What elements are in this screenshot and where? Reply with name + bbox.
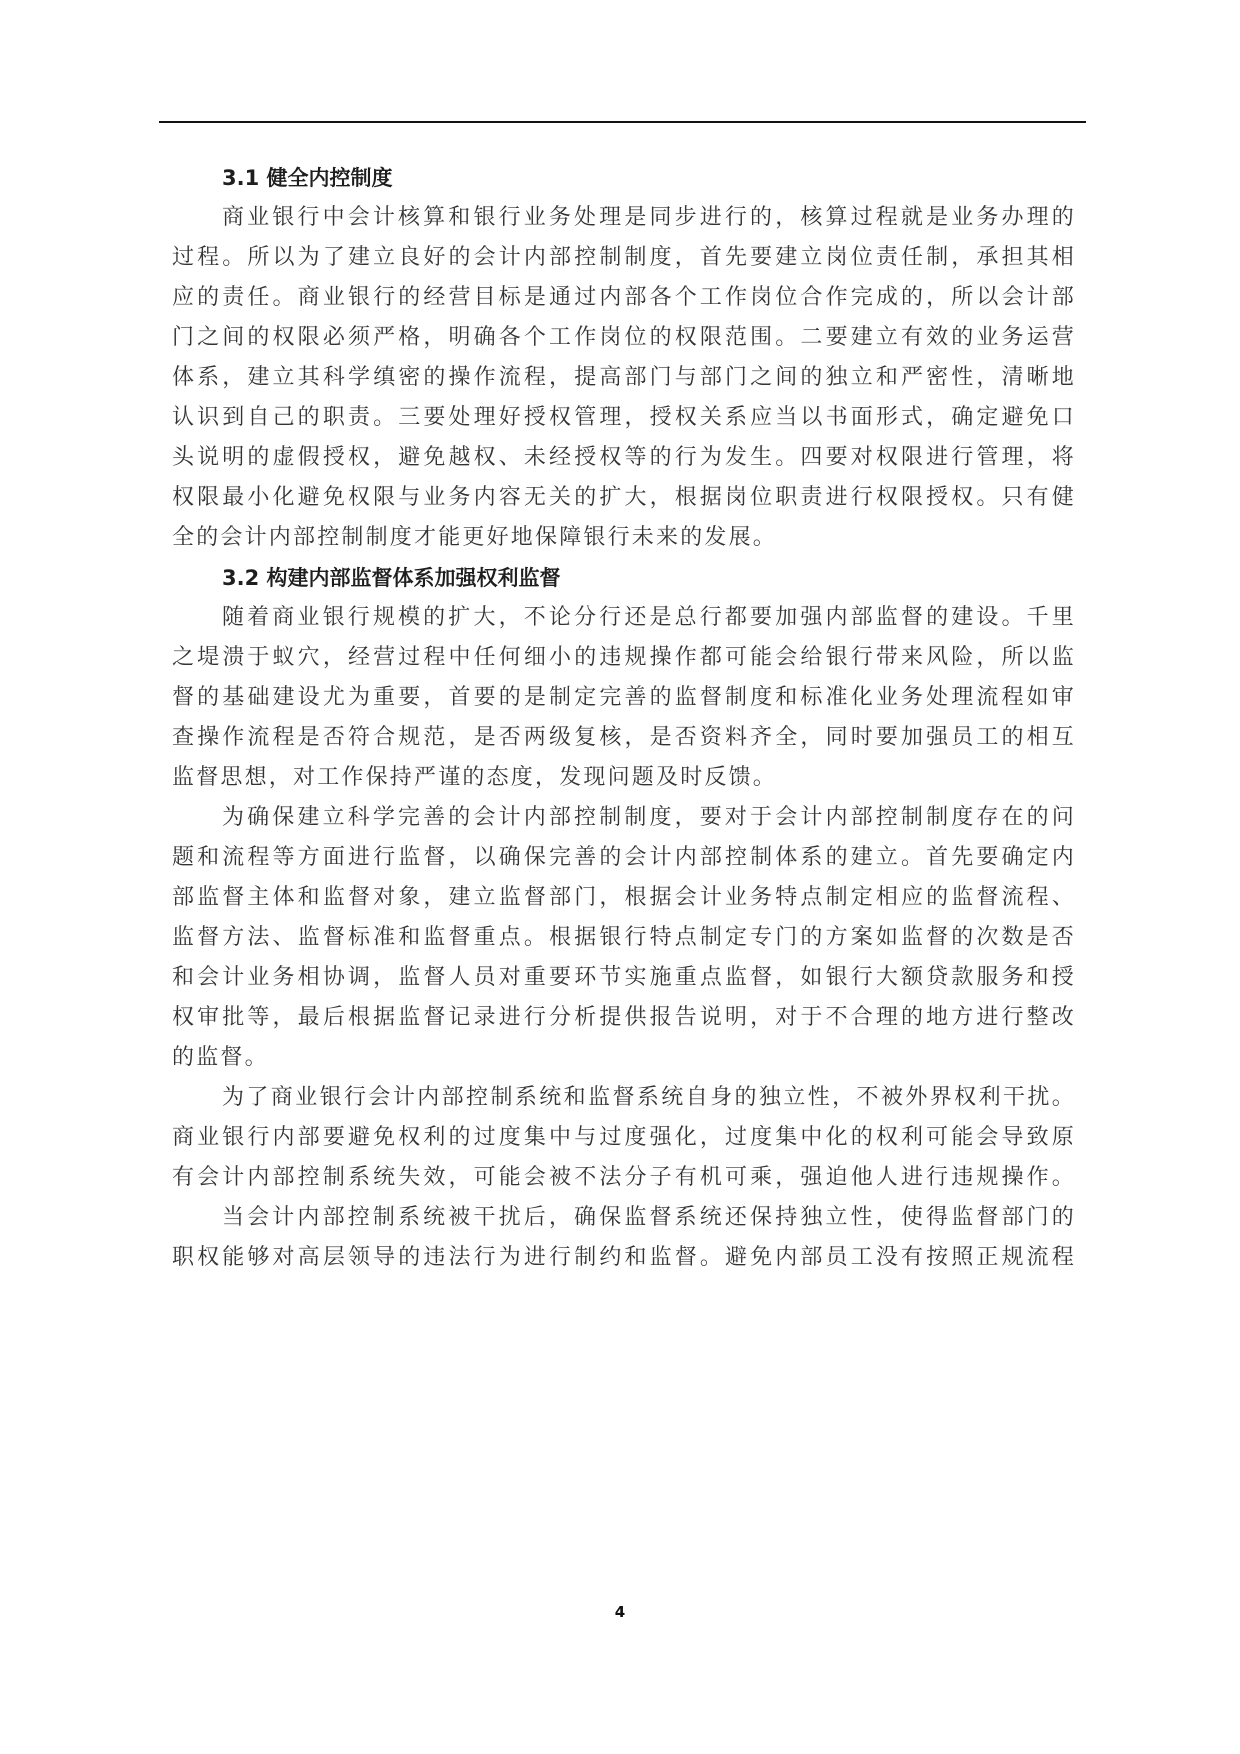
text-line: 体系，建立其科学缜密的操作流程，提高部门与部门之间的独立和严密性，清晰地 [172,365,1076,390]
text-line: 应的责任。商业银行的经营目标是通过内部各个工作岗位合作完成的，所以会计部 [172,285,1076,310]
paragraph [172,598,1076,798]
page-number: 4 [614,1603,626,1621]
text-line: 职权能够对高层领导的违法行为进行制约和监督。避免内部员工没有按照正规流程 [172,1245,1076,1270]
paragraph [172,1198,1076,1278]
paragraph [172,198,1076,558]
text-line: 权限最小化避免权限与业务内容无关的扩大，根据岗位职责进行权限授权。只有健 [172,485,1076,510]
text-line: 门之间的权限必须严格，明确各个工作岗位的权限范围。二要建立有效的业务运营 [172,325,1076,350]
text-line: 商业银行内部要避免权利的过度集中与过度强化，过度集中化的权利可能会导致原 [172,1125,1076,1150]
text-line: 之堤溃于蚁穴，经营过程中任何细小的违规操作都可能会给银行带来风险，所以监 [172,645,1076,670]
section-heading-3-1: 3.1 健全内控制度 [222,166,393,190]
text-line: 为了商业银行会计内部控制系统和监督系统自身的独立性，不被外界权利干扰。 [222,1085,1076,1110]
text-line: 题和流程等方面进行监督，以确保完善的会计内部控制体系的建立。首先要确定内 [172,845,1076,870]
text-line: 过程。所以为了建立良好的会计内部控制制度，首先要建立岗位责任制，承担其相 [172,245,1076,270]
text-line: 和会计业务相协调，监督人员对重要环节实施重点监督，如银行大额贷款服务和授 [172,965,1076,990]
text-line: 的监督。 [172,1045,269,1070]
text-line: 全的会计内部控制制度才能更好地保障银行未来的发展。 [172,525,778,550]
text-line: 部监督主体和监督对象，建立监督部门，根据会计业务特点制定相应的监督流程、 [172,885,1076,910]
text-line: 随着商业银行规模的扩大，不论分行还是总行都要加强内部监督的建设。千里 [222,605,1076,630]
text-line: 监督方法、监督标准和监督重点。根据银行特点制定专门的方案如监督的次数是否 [172,925,1076,950]
text-line: 认识到自己的职责。三要处理好授权管理，授权关系应当以书面形式，确定避免口 [172,405,1076,430]
header-rule [159,121,1086,123]
section-heading-3-2: 3.2 构建内部监督体系加强权利监督 [222,566,561,590]
page-content [172,158,1076,1278]
text-line: 为确保建立科学完善的会计内部控制制度，要对于会计内部控制制度存在的问 [222,805,1076,830]
paragraph [172,798,1076,1078]
text-line: 监督思想，对工作保持严谨的态度，发现问题及时反馈。 [172,765,778,790]
text-line: 权审批等，最后根据监督记录进行分析提供报告说明，对于不合理的地方进行整改 [172,1005,1076,1030]
text-line: 商业银行中会计核算和银行业务处理是同步进行的，核算过程就是业务办理的 [222,205,1076,230]
text-line: 有会计内部控制系统失效，可能会被不法分子有机可乘，强迫他人进行违规操作。 [172,1165,1076,1190]
text-line: 头说明的虚假授权，避免越权、未经授权等的行为发生。四要对权限进行管理，将 [172,445,1076,470]
text-line: 当会计内部控制系统被干扰后，确保监督系统还保持独立性，使得监督部门的 [222,1205,1076,1230]
text-line: 督的基础建设尤为重要，首要的是制定完善的监督制度和标准化业务处理流程如审 [172,685,1076,710]
text-line: 查操作流程是否符合规范，是否两级复核，是否资料齐全，同时要加强员工的相互 [172,725,1076,750]
paragraph [172,1078,1076,1198]
